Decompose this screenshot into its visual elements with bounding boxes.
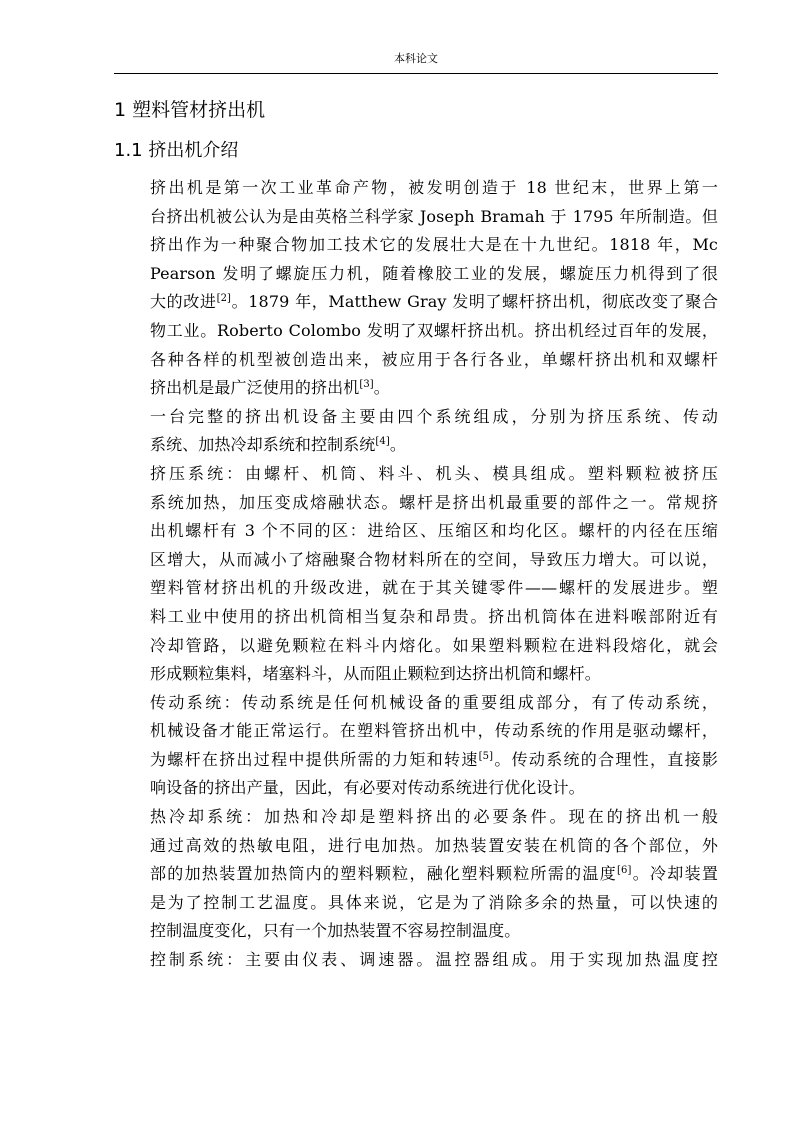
body-paragraph [114, 174, 718, 403]
citation-marker: [3] [359, 379, 374, 391]
text-line: 台挤出机被公认为是由英格兰科学家 Joseph Bramah 于 1795 年所制造。但 [150, 206, 718, 226]
text-line: 料工业中使用的挤出机筒相当复杂和昂贵。挤出机筒体在进料喉部附近有 [150, 606, 718, 626]
text-run: 。 [373, 378, 390, 398]
text-line: 挤出作为一种聚合物加工技术它的发展壮大是在十九世纪。1818 年，Mc [150, 235, 718, 255]
text-line: 系统加热，加压变成熔融状态。螺杆是挤出机最重要的部件之一。常规挤 [150, 492, 718, 512]
text-line [114, 374, 718, 403]
body-paragraph [114, 460, 718, 689]
text-line: 响设备的挤出产量，因此，有必要对传动系统进行优化设计。 [150, 778, 585, 798]
citation-marker: [4] [375, 436, 390, 448]
text-line [114, 431, 718, 460]
citation-marker: [2] [216, 293, 232, 305]
text-run: 。 [389, 435, 406, 455]
text-run: 部的加热装置加热筒内的塑料颗粒，融化塑料颗粒所需的温度 [150, 864, 618, 884]
text-line: 是为了控制工艺温度。具体来说，它是为了消除多余的热量，可以快速的 [150, 892, 718, 912]
text-line [114, 746, 718, 775]
text-line: 冷却管路，以避免颗粒在料斗内熔化。如果塑料颗粒在进料段熔化，就会 [150, 635, 718, 655]
citation-marker: [6] [617, 865, 632, 877]
text-run: 。传动系统的合理性，直接影 [493, 749, 718, 769]
text-line: 挤出机是第一次工业革命产物，被发明创造于 18 世纪末，世界上第一 [150, 178, 718, 197]
text-line: 区增大，从而减小了熔融聚合物材料所在的空间，导致压力增大。可以说， [150, 549, 718, 569]
text-run: 大的改进 [150, 292, 217, 312]
text-line: 出机螺杆有 3 个不同的区：进给区、压缩区和均化区。螺杆的内径在压缩 [150, 521, 718, 541]
text-line: 挤压系统：由螺杆、机筒、料斗、机头、模具组成。塑料颗粒被挤压 [150, 463, 718, 483]
section-heading: 1.1 挤出机介绍 [114, 140, 239, 161]
body-paragraph [114, 946, 718, 975]
body-text [114, 174, 718, 975]
chapter-heading: 1 塑料管材挤出机 [114, 99, 266, 121]
body-paragraph [114, 803, 718, 946]
text-line: 形成颗粒集料，堵塞料斗，从而阻止颗粒到达挤出机筒和螺杆。 [150, 664, 601, 684]
body-paragraph [114, 689, 718, 803]
text-line: 传动系统：传动系统是任何机械设备的重要组成部分，有了传动系统， [150, 692, 718, 712]
text-run: 。1879 年，Matthew Gray 发明了螺杆挤出机，彻底改变了聚合 [231, 292, 719, 312]
text-run: 挤出机是最广泛使用的挤出机 [150, 378, 360, 398]
body-paragraph [114, 403, 718, 460]
text-line: 控制温度变化，只有一个加热装置不容易控制温度。 [150, 921, 521, 941]
header-rule [114, 73, 718, 74]
text-run: 。冷却装置 [631, 864, 718, 884]
text-run: 系统、加热冷却系统和控制系统 [150, 435, 376, 455]
citation-marker: [5] [478, 750, 494, 762]
running-header: 本科论文 [394, 52, 438, 65]
text-line: 通过高效的热敏电阻，进行电加热。加热装置安装在机筒的各个部位，外 [150, 835, 718, 855]
text-line: 热冷却系统：加热和冷却是塑料挤出的必要条件。现在的挤出机一般 [150, 807, 718, 827]
text-run: 为螺杆在挤出过程中提供所需的力矩和转速 [150, 749, 479, 769]
text-line: 塑料管材挤出机的升级改进，就在于其关键零件——螺杆的发展进步。塑 [150, 578, 718, 598]
text-line [114, 860, 718, 889]
text-line: 各种各样的机型被创造出来，被应用于各行各业，单螺杆挤出机和双螺杆 [150, 349, 718, 369]
text-line [114, 288, 718, 317]
text-line: 机械设备才能正常运行。在塑料管挤出机中，传动系统的作用是驱动螺杆， [150, 721, 718, 741]
text-line: 控制系统：主要由仪表、调速器。温控器组成。用于实现加热温度控 [150, 950, 718, 970]
text-line: Pearson 发明了螺旋压力机，随着橡胶工业的发展，螺旋压力机得到了很 [150, 263, 718, 283]
text-line: 物工业。Roberto Colombo 发明了双螺杆挤出机。挤出机经过百年的发展， [150, 320, 718, 340]
text-line: 一台完整的挤出机设备主要由四个系统组成，分别为挤压系统、传动 [150, 406, 718, 426]
